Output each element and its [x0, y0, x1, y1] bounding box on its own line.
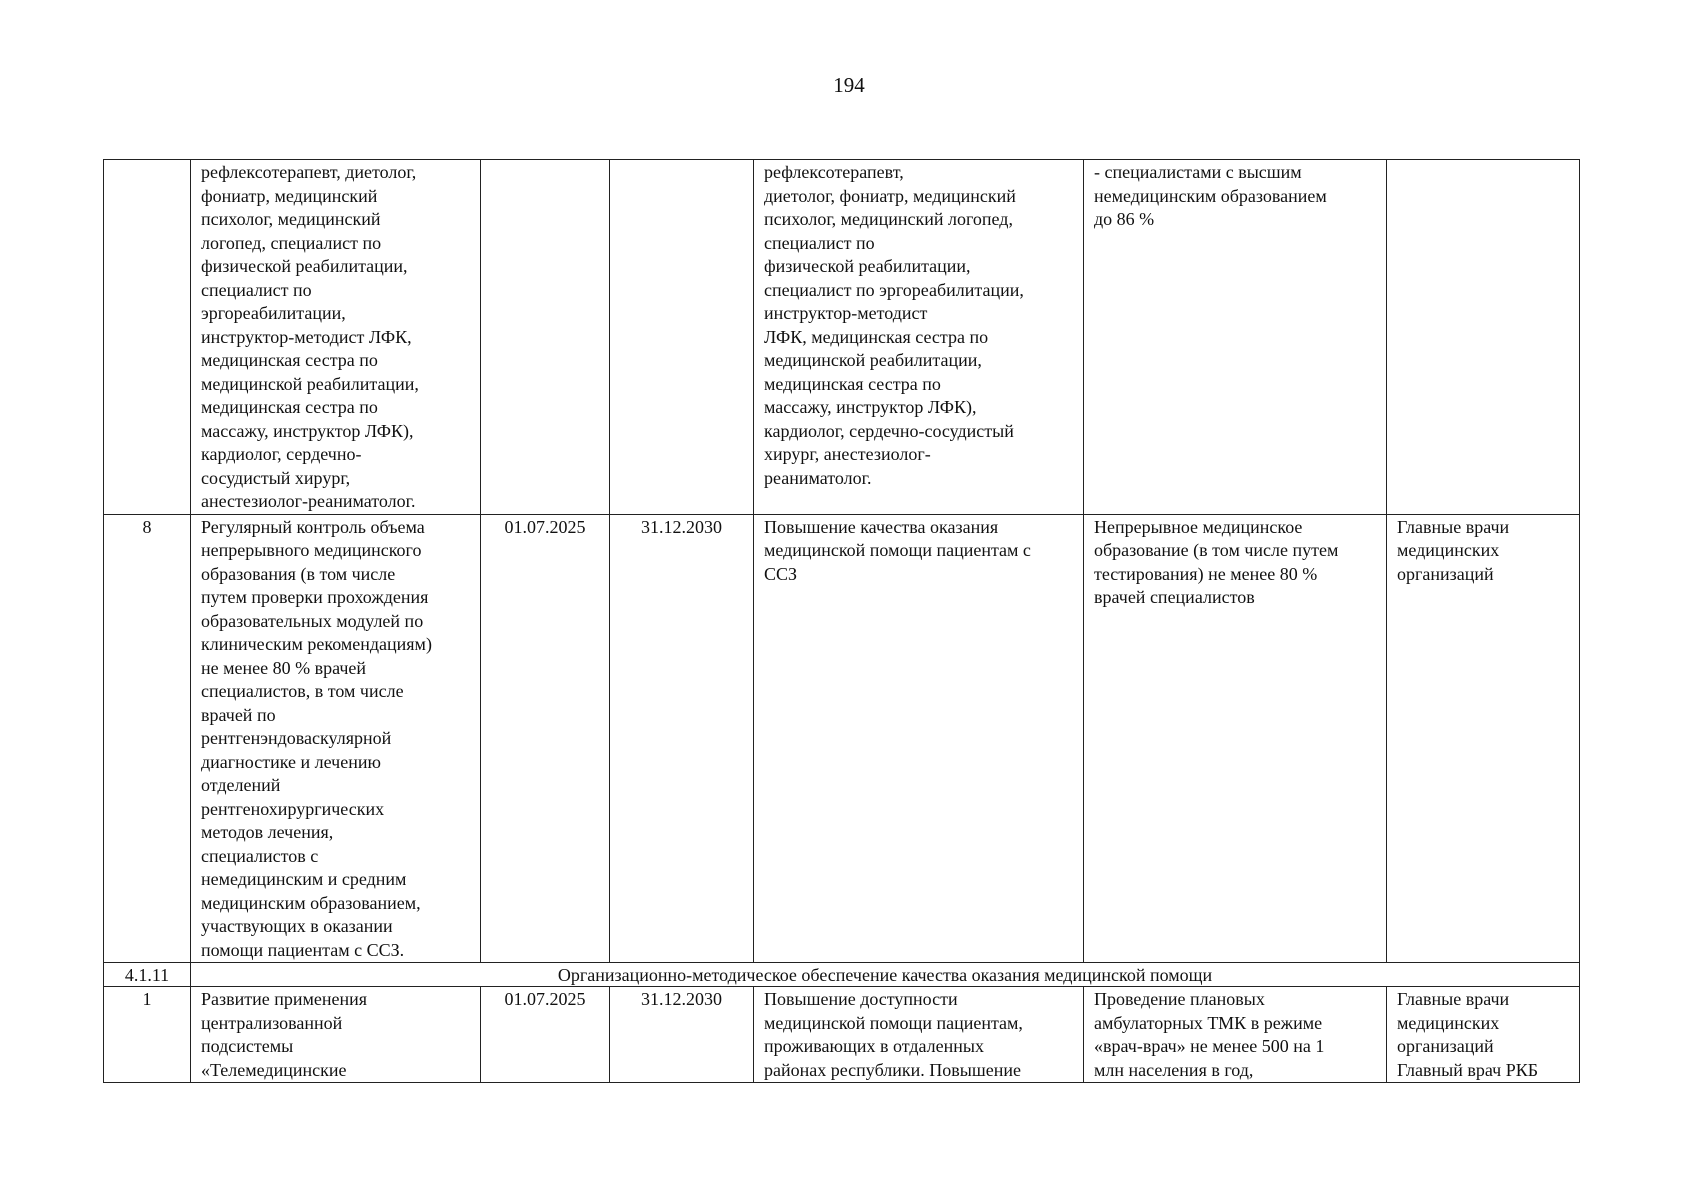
section-row [104, 963, 1580, 987]
cell-expected-result: рефлексотерапевт, диетолог, фониатр, медицинский психолог, медицинский логопед, специалист по физической реабилитации, специалист по эргореабилитации, инструктор-методист ЛФК, медицинская сестра по медицинской реабилитации, медицинская сестра по массажу, инструктор ЛФК), кардиолог, сердечно-сосудистый хирург, анестезиолог- реаниматолог. [754, 160, 1084, 515]
section-code: 4.1.11 [104, 963, 191, 987]
cell-number: 1 [104, 987, 191, 1083]
cell-start-date: 01.07.2025 [481, 514, 610, 963]
section-title: Организационно-методическое обеспечение качества оказания медицинской помощи [191, 963, 1580, 987]
cell-responsible: Главные врачи медицинских организаций [1387, 514, 1580, 963]
cell-responsible: Главные врачи медицинских организаций Главный врач РКБ [1387, 987, 1580, 1083]
measures-table [103, 159, 1580, 1083]
cell-indicator: - специалистами с высшим немедицинским образованием до 86 % [1084, 160, 1387, 515]
table-row [104, 987, 1580, 1083]
cell-event: рефлексотерапевт, диетолог, фониатр, медицинский психолог, медицинский логопед, специалист по физической реабилитации, специалист по эргореабилитации, инструктор-методист ЛФК, медицинская сестра по медицинской реабилитации, медицинская сестра по массажу, инструктор ЛФК), кардиолог, сердечно- сосудистый хирург, анестезиолог-реаниматолог. [191, 160, 481, 515]
table-row [104, 160, 1580, 515]
cell-number [104, 160, 191, 515]
cell-end-date: 31.12.2030 [610, 514, 754, 963]
cell-event: Регулярный контроль объема непрерывного медицинского образования (в том числе путем проверки прохождения образовательных модулей по клиническим рекомендациям) не менее 80 % врачей специалистов, в том числе врачей по рентгенэндоваскулярной диагностике и лечению отделений рентгенохирургических методов лечения, специалистов с немедицинским и средним медицинским образованием, участвующих в оказании помощи пациентам с ССЗ. [191, 514, 481, 963]
cell-indicator: Проведение плановых амбулаторных ТМК в режиме «врач-врач» не менее 500 на 1 млн населения в год, [1084, 987, 1387, 1083]
cell-number: 8 [104, 514, 191, 963]
cell-start-date [481, 160, 610, 515]
cell-responsible [1387, 160, 1580, 515]
page-number: 194 [833, 73, 865, 97]
cell-expected-result: Повышение качества оказания медицинской помощи пациентам с ССЗ [754, 514, 1084, 963]
cell-end-date: 31.12.2030 [610, 987, 754, 1083]
table-row [104, 514, 1580, 963]
cell-end-date [610, 160, 754, 515]
cell-expected-result: Повышение доступности медицинской помощи пациентам, проживающих в отдаленных районах республики. Повышение [754, 987, 1084, 1083]
cell-start-date: 01.07.2025 [481, 987, 610, 1083]
cell-event: Развитие применения централизованной подсистемы «Телемедицинские [191, 987, 481, 1083]
cell-indicator: Непрерывное медицинское образование (в том числе путем тестирования) не менее 80 % врачей специалистов [1084, 514, 1387, 963]
